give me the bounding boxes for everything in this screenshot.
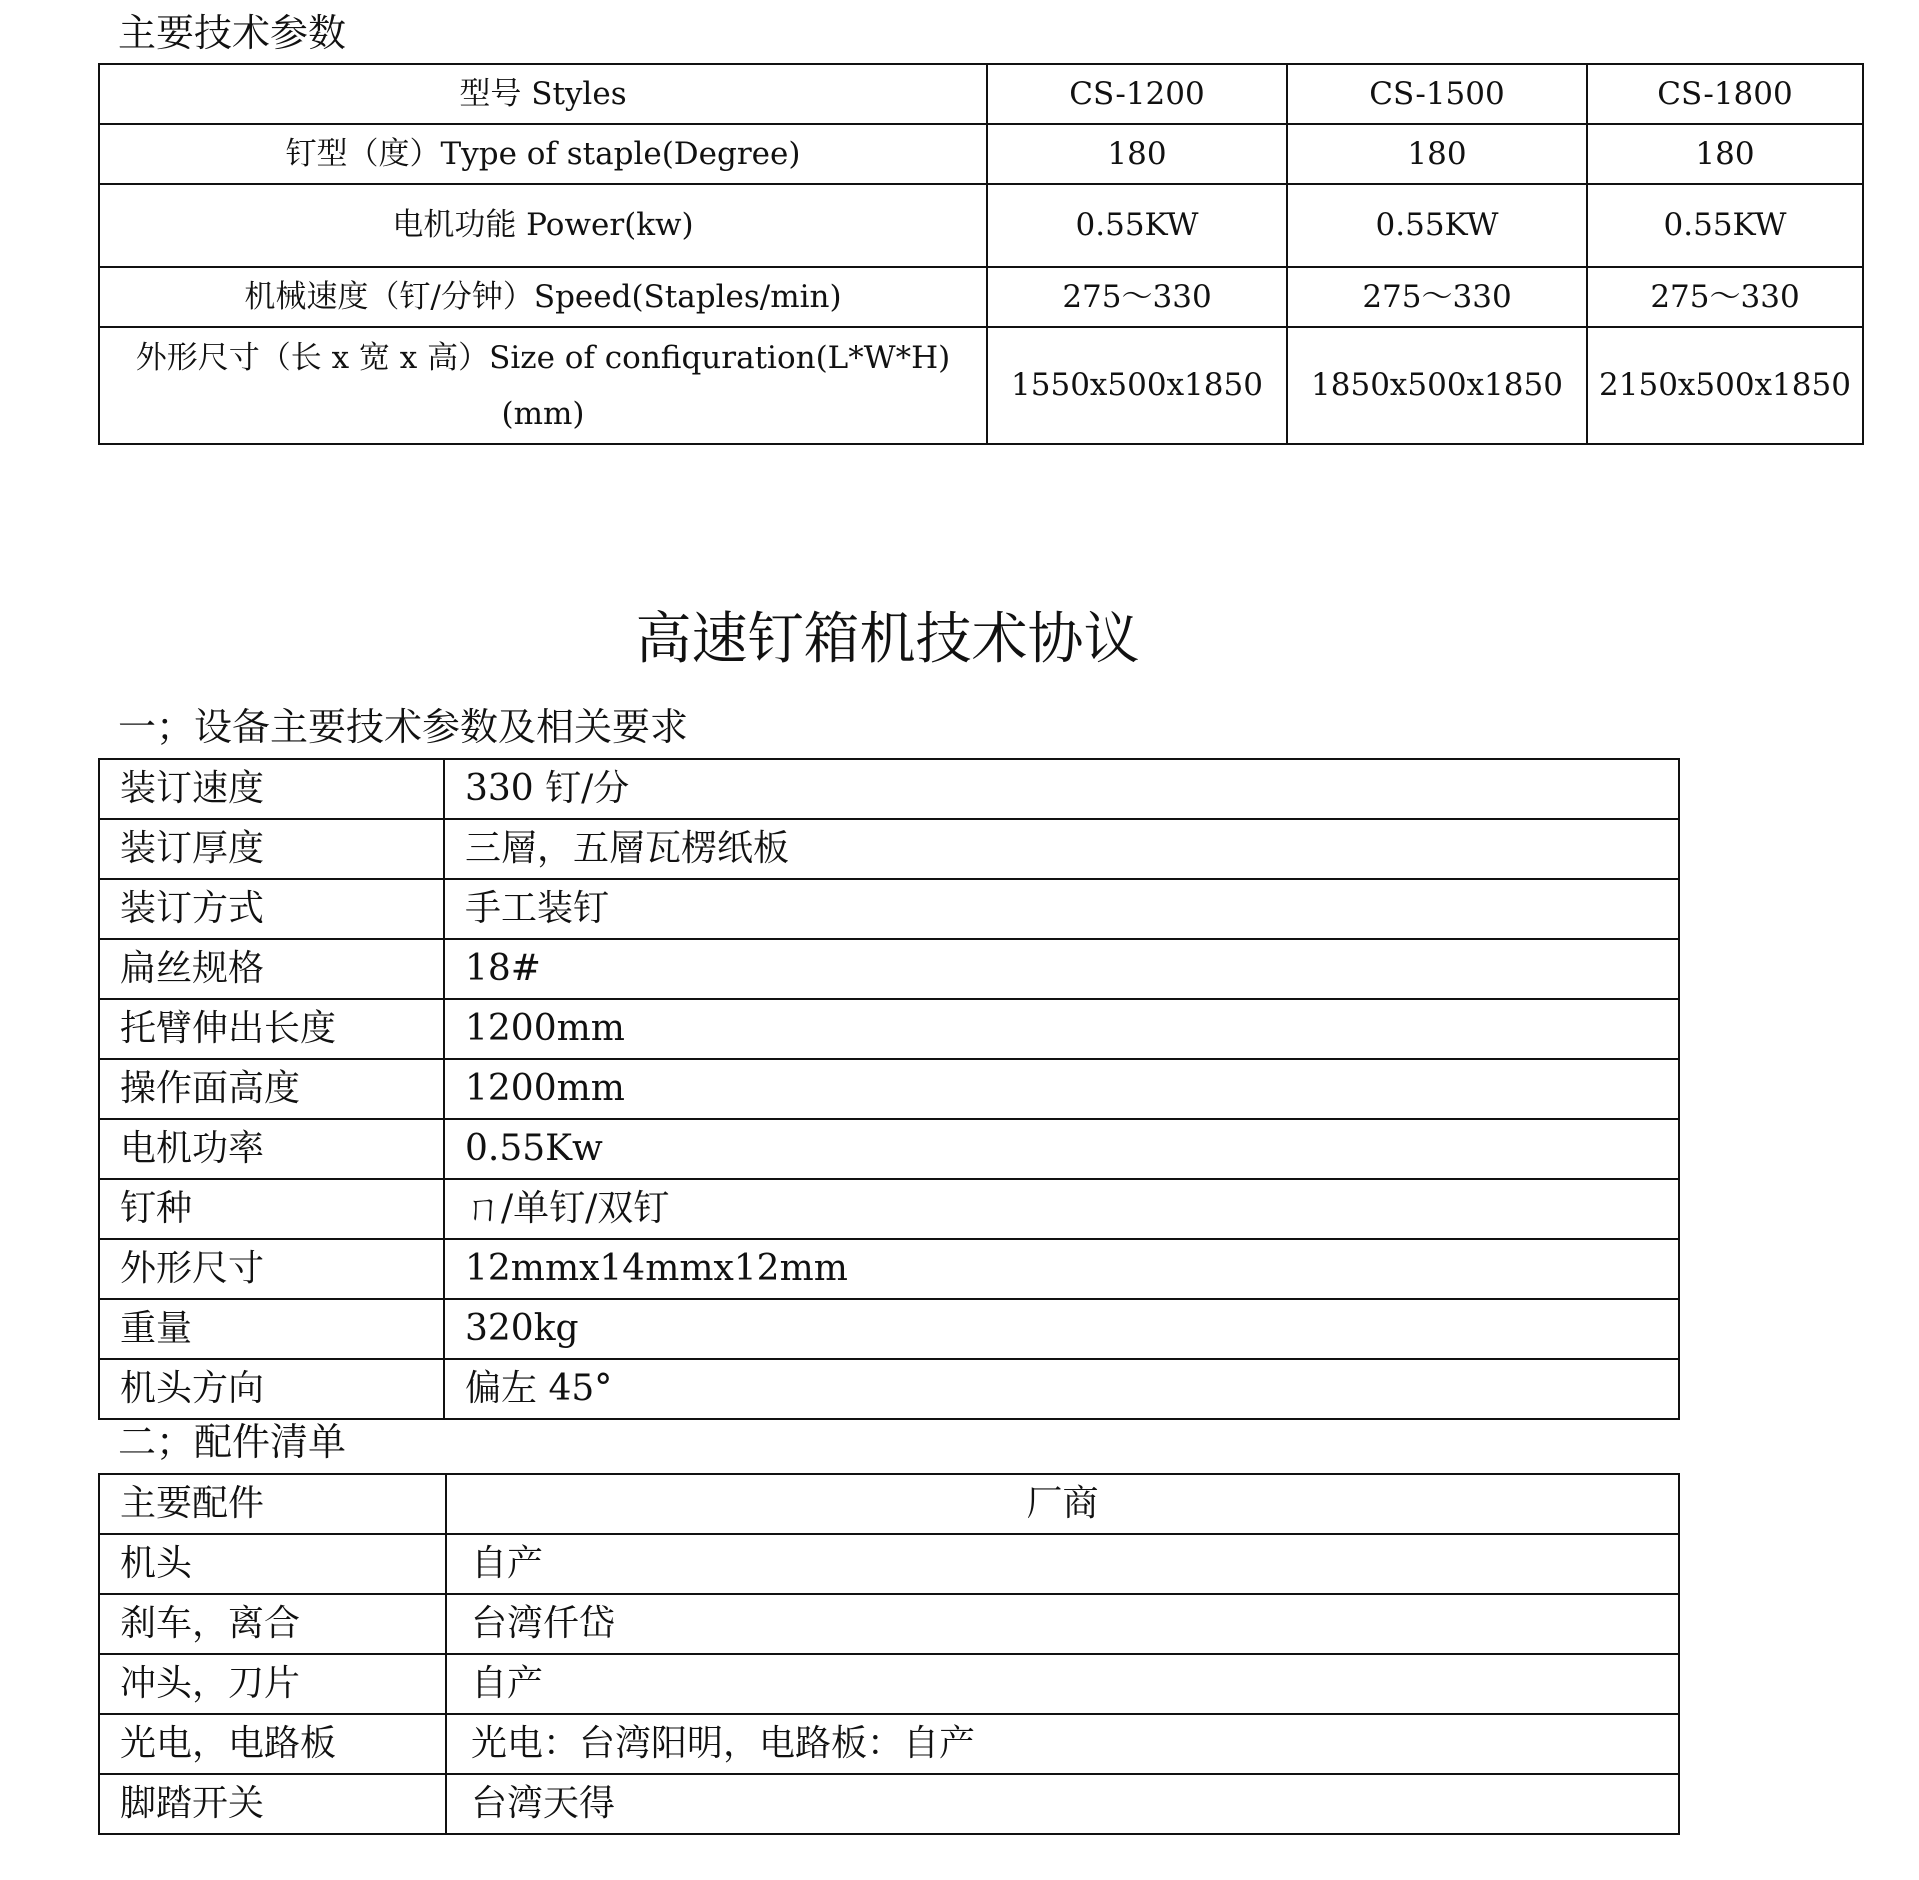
spec-header-cs1500: CS-1500: [1287, 64, 1587, 124]
part-vendor: 台湾天得: [446, 1774, 1679, 1834]
requirement-value: 偏左 45°: [444, 1359, 1679, 1419]
requirement-value: ㄇ/单钉/双钉: [444, 1179, 1679, 1239]
part-vendor: 台湾仟岱: [446, 1594, 1679, 1654]
requirement-value: 1200mm: [444, 1059, 1679, 1119]
part-name: 光电，电路板: [99, 1714, 446, 1774]
spec-row-power: [99, 184, 1863, 267]
requirement-key: 外形尺寸: [99, 1239, 444, 1299]
requirements-section-title: 一；设备主要技术参数及相关要求: [118, 705, 689, 749]
spec-cell: 0.55KW: [1587, 184, 1863, 267]
requirement-key: 装订方式: [99, 879, 444, 939]
parts-row: [99, 1594, 1679, 1654]
spec-row-speed: [99, 267, 1863, 327]
spec-cell: 275～330: [1287, 267, 1587, 327]
parts-row: [99, 1714, 1679, 1774]
parts-row: [99, 1534, 1679, 1594]
requirements-row: [99, 819, 1679, 879]
part-name: 刹车，离合: [99, 1594, 446, 1654]
parts-row: [99, 1654, 1679, 1714]
requirement-key: 电机功率: [99, 1119, 444, 1179]
spec-header-cs1800: CS-1800: [1587, 64, 1863, 124]
spec-cell: 1550x500x1850: [987, 327, 1287, 444]
spec-row-label: 电机功能 Power(kw): [99, 184, 987, 267]
parts-header-part: 主要配件: [99, 1474, 446, 1534]
spec-section-title: 主要技术参数: [118, 11, 347, 55]
spec-row-label: 机械速度（钉/分钟）Speed(Staples/min): [99, 267, 987, 327]
parts-table: [98, 1473, 1680, 1835]
spec-cell: 1850x500x1850: [1287, 327, 1587, 444]
spec-cell: 180: [1287, 124, 1587, 184]
requirement-value: 手工装钉: [444, 879, 1679, 939]
spec-cell: 275～330: [987, 267, 1287, 327]
spec-cell: 2150x500x1850: [1587, 327, 1863, 444]
requirement-value: 1200mm: [444, 999, 1679, 1059]
spec-table: [98, 63, 1864, 445]
spec-size-label-line1: 外形尺寸（长 x 宽 x 高）Size of confiquration(L*W*H): [135, 339, 951, 376]
requirement-value: 18#: [444, 939, 1679, 999]
requirement-key: 钉种: [99, 1179, 444, 1239]
spec-cell: 180: [987, 124, 1287, 184]
requirements-row: [99, 1179, 1679, 1239]
part-name: 脚踏开关: [99, 1774, 446, 1834]
requirement-key: 装订厚度: [99, 819, 444, 879]
spec-row-label: 钉型（度）Type of staple(Degree): [99, 124, 987, 184]
part-vendor: 光电：台湾阳明，电路板：自产: [446, 1714, 1679, 1774]
parts-section-title: 二；配件清单: [118, 1420, 347, 1464]
requirements-row: [99, 999, 1679, 1059]
requirements-table: [98, 758, 1680, 1420]
requirement-value: 0.55Kw: [444, 1119, 1679, 1179]
requirement-key: 托臂伸出长度: [99, 999, 444, 1059]
requirement-key: 装订速度: [99, 759, 444, 819]
requirement-value: 320kg: [444, 1299, 1679, 1359]
part-name: 冲头，刀片: [99, 1654, 446, 1714]
requirements-row: [99, 1359, 1679, 1419]
spec-size-label-line2: (mm): [501, 395, 585, 432]
requirements-row: [99, 1239, 1679, 1299]
spec-header-styles: 型号 Styles: [99, 64, 987, 124]
parts-header-row: [99, 1474, 1679, 1534]
spec-cell: 180: [1587, 124, 1863, 184]
spec-header-row: [99, 64, 1863, 124]
requirements-row: [99, 939, 1679, 999]
requirements-row: [99, 1299, 1679, 1359]
spec-cell: 0.55KW: [987, 184, 1287, 267]
spec-header-cs1200: CS-1200: [987, 64, 1287, 124]
parts-header-vendor: 厂商: [446, 1474, 1679, 1534]
spec-row-label: [99, 327, 987, 444]
requirement-value: 330 钉/分: [444, 759, 1679, 819]
spec-cell: 275～330: [1587, 267, 1863, 327]
spec-row-staple-type: [99, 124, 1863, 184]
requirement-key: 扁丝规格: [99, 939, 444, 999]
requirement-key: 机头方向: [99, 1359, 444, 1419]
requirements-row: [99, 759, 1679, 819]
requirement-value: 三層，五層瓦楞纸板: [444, 819, 1679, 879]
spec-cell: 0.55KW: [1287, 184, 1587, 267]
requirements-row: [99, 879, 1679, 939]
parts-row: [99, 1774, 1679, 1834]
requirement-key: 重量: [99, 1299, 444, 1359]
spec-row-size: [99, 327, 1863, 444]
requirement-value: 12mmx14mmx12mm: [444, 1239, 1679, 1299]
requirement-key: 操作面高度: [99, 1059, 444, 1119]
part-name: 机头: [99, 1534, 446, 1594]
requirements-row: [99, 1059, 1679, 1119]
part-vendor: 自产: [446, 1654, 1679, 1714]
part-vendor: 自产: [446, 1534, 1679, 1594]
requirements-row: [99, 1119, 1679, 1179]
document-title: 高速钉箱机技术协议: [635, 607, 1140, 672]
